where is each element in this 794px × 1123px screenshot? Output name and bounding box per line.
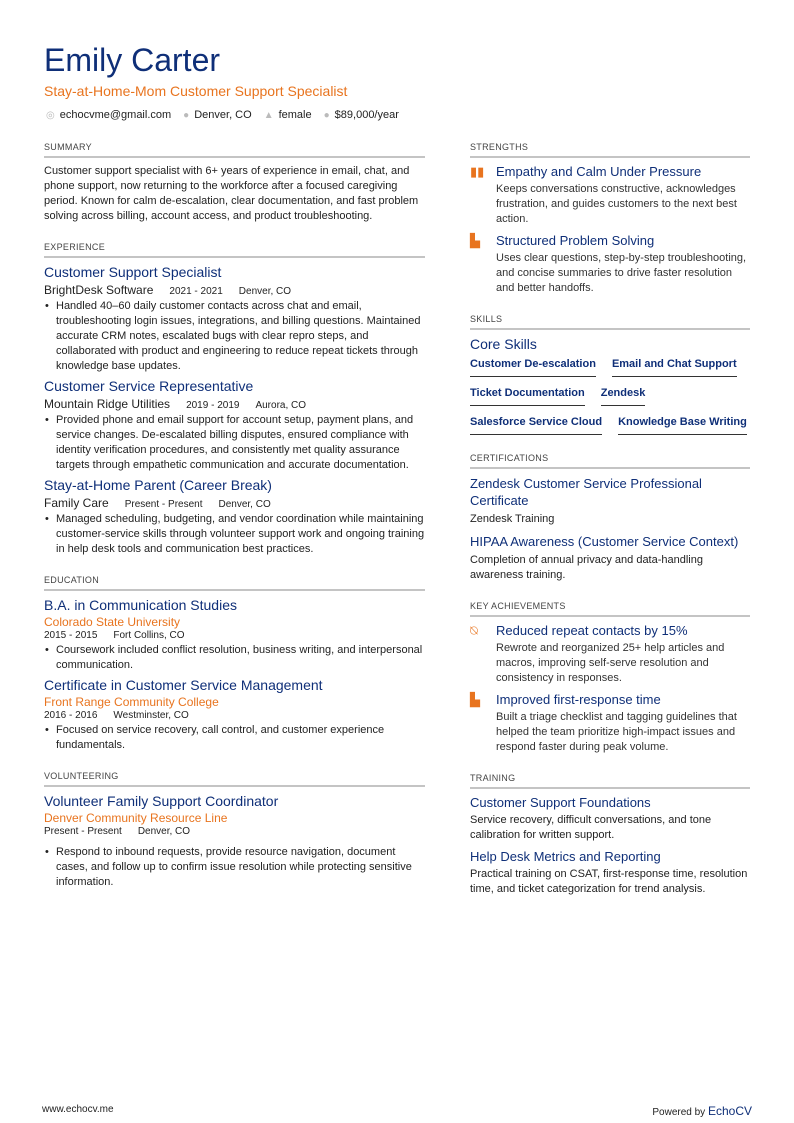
contact-email [46, 109, 171, 121]
experience-entry [44, 264, 425, 374]
experience-entry [44, 378, 425, 473]
achievements-section [470, 601, 750, 755]
location: Denver, CO [238, 286, 292, 297]
item-title: Improved first-response time [496, 692, 661, 707]
file-search-icon: ▙ [470, 233, 480, 248]
cert-title: Zendesk Customer Service Professional Certificate [470, 476, 702, 508]
volunteering-entry [44, 793, 425, 890]
dates: 2019 - 2019 [186, 400, 240, 411]
job-title: Customer Service Representative [44, 378, 254, 394]
edu-meta [44, 710, 425, 721]
item-description: Rewrote and reorganized 25+ help articles and macros, improving self-serve resolution and consistency in responses. [496, 642, 725, 684]
bullet: • Managed scheduling, budgeting, and vendor coordination while maintaining customer-service skills through volunteer support work and ongoing training in help desk tools and communication best practices. [44, 512, 425, 557]
vol-meta [44, 826, 425, 837]
item-description: Keeps conversations constructive, acknowledges frustration, and guides customers to the next best action. [496, 183, 737, 225]
bullet: • Respond to inbound requests, provide resource navigation, document cases, and follow up to confirm issue resolution while protecting sensitive information. [44, 845, 425, 890]
job-meta [44, 283, 425, 297]
candidate-name: Emily Carter [44, 42, 221, 78]
footer-powered [652, 1104, 752, 1118]
education-entry [44, 677, 425, 753]
achievements-item [470, 623, 750, 686]
degree-title: B.A. in Communication Studies [44, 597, 237, 613]
school: Colorado State University [44, 615, 181, 629]
bullet: • Provided phone and email support for account setup, payment plans, and service changes. De-escalated billing disputes, ensured compliance with identity verification procedures, and consistently met quality assurance targets through empathetic communication and accurate documentation. [44, 413, 425, 473]
strengths-item [470, 164, 750, 227]
location: Denver, CO [218, 499, 271, 510]
company: BrightDesk Software [44, 283, 154, 297]
dates: Present - Present [124, 499, 203, 510]
section-title: EXPERIENCE [44, 242, 425, 258]
skill-tag: Zendesk [601, 385, 646, 406]
contact-gender [264, 109, 312, 121]
location-text: Denver, CO [194, 109, 252, 121]
certification-entry [470, 533, 750, 583]
section-title: TRAINING [470, 773, 750, 789]
strengths-item [470, 233, 750, 296]
brand-logo: EchoCV [707, 1104, 752, 1118]
item-description: Built a triage checklist and tagging guidelines that helped the team prioritize high-impact issues and respond faster during peak volume. [496, 711, 737, 753]
education-entry [44, 597, 425, 673]
job-title: Stay-at-Home Parent (Career Break) [44, 477, 272, 493]
skills-section [470, 314, 750, 439]
email-text: echocvme@gmail.com [59, 109, 172, 121]
cert-issuer: Zendesk Training [470, 513, 555, 525]
degree-title: Certificate in Customer Service Management [44, 677, 323, 693]
file-bolt-icon: ▙ [470, 692, 480, 707]
training-description: Service recovery, difficult conversations, and tone calibration for written support. [470, 814, 712, 841]
book-icon: ▮▮ [470, 164, 485, 179]
candidate-role: Stay-at-Home-Mom Customer Support Specialist [44, 83, 348, 99]
volunteer-title: Volunteer Family Support Coordinator [44, 793, 279, 809]
certification-entry [470, 475, 750, 527]
training-title: Help Desk Metrics and Reporting [470, 849, 661, 864]
salary-text: $89,000/year [334, 109, 399, 121]
contact-location [183, 109, 252, 121]
edu-meta [44, 630, 425, 641]
summary-text: Customer support specialist with 6+ years of experience in email, chat, and phone support, now returning to the workforce after a focused caregiving period. Known for calm de-escalation, clear documentation, and fast problem solving across billing, account access, and product troubleshooting. [44, 165, 419, 222]
section-title: CERTIFICATIONS [470, 453, 750, 469]
education-section [44, 575, 425, 753]
skill-tag: Email and Chat Support [612, 356, 737, 377]
item-title: Empathy and Calm Under Pressure [496, 164, 702, 179]
job-title: Customer Support Specialist [44, 264, 222, 280]
item-title: Reduced repeat contacts by 15% [496, 623, 688, 638]
item-description: Uses clear questions, step-by-step troubleshooting, and concise summaries to drive faster resolution and better handoffs. [496, 252, 747, 294]
bullet: • Handled 40–60 daily customer contacts across chat and email, troubleshooting login issues, integrations, and billing questions. Maintained accurate CRM notes, escalated bugs with clear repro steps, and collaborated with product and engineering to reduce repeat tickets through knowledge base updates. [44, 299, 425, 374]
location-icon: ● [183, 110, 190, 121]
skill-group-title: Core Skills [470, 336, 537, 352]
bell-off-icon: ⍉ [470, 623, 478, 638]
training-section [470, 773, 750, 897]
dates: 2015 - 2015 [44, 630, 98, 641]
section-title: EDUCATION [44, 575, 425, 591]
dates: Present - Present [44, 826, 122, 837]
footer-site: www.echocv.me [42, 1104, 114, 1115]
training-description: Practical training on CSAT, first-response time, resolution time, and ticket categorization for trend analysis. [470, 868, 748, 895]
organization: Denver Community Resource Line [44, 811, 228, 825]
section-title: SKILLS [470, 314, 750, 330]
volunteering-section [44, 771, 425, 890]
bullet: • Coursework included conflict resolution, business writing, and interpersonal communication. [44, 643, 425, 673]
cert-title: HIPAA Awareness (Customer Service Context) [470, 534, 739, 549]
location: Aurora, CO [255, 400, 307, 411]
person-icon: ▲ [263, 110, 274, 121]
section-title: SUMMARY [44, 142, 425, 158]
right-column [470, 142, 750, 915]
bullet: • Focused on service recovery, call control, and customer experience fundamentals. [44, 723, 425, 753]
school: Front Range Community College [44, 695, 219, 709]
location: Fort Collins, CO [113, 630, 185, 641]
training-entry [470, 795, 750, 843]
contact-salary [324, 109, 399, 121]
summary-section [44, 142, 425, 224]
skill-tag: Knowledge Base Writing [618, 414, 747, 435]
job-meta [44, 397, 425, 411]
training-entry [470, 849, 750, 897]
dollar-icon: ● [323, 110, 330, 121]
experience-section [44, 242, 425, 557]
skill-tag: Ticket Documentation [470, 385, 585, 406]
dates: 2021 - 2021 [169, 286, 223, 297]
strengths-section [470, 142, 750, 296]
company: Family Care [44, 496, 109, 510]
location: Denver, CO [137, 826, 191, 837]
section-title: KEY ACHIEVEMENTS [470, 601, 750, 617]
gender-text: female [278, 109, 312, 121]
achievements-item [470, 692, 750, 755]
cert-issuer: Completion of annual privacy and data-handling awareness training. [470, 554, 703, 581]
at-icon: ◎ [46, 110, 55, 121]
contact-row [46, 109, 399, 121]
certifications-section [470, 453, 750, 583]
company: Mountain Ridge Utilities [44, 397, 171, 411]
job-meta [44, 496, 425, 510]
experience-entry [44, 477, 425, 557]
powered-label: Powered by [652, 1107, 706, 1118]
item-title: Structured Problem Solving [496, 233, 655, 248]
skill-tag: Customer De-escalation [470, 356, 596, 377]
left-column [44, 142, 425, 908]
location: Westminster, CO [113, 710, 189, 721]
skill-tag: Salesforce Service Cloud [470, 414, 602, 435]
section-title: VOLUNTEERING [44, 771, 425, 787]
section-title: STRENGTHS [470, 142, 750, 158]
dates: 2016 - 2016 [44, 710, 98, 721]
training-title: Customer Support Foundations [470, 795, 651, 810]
